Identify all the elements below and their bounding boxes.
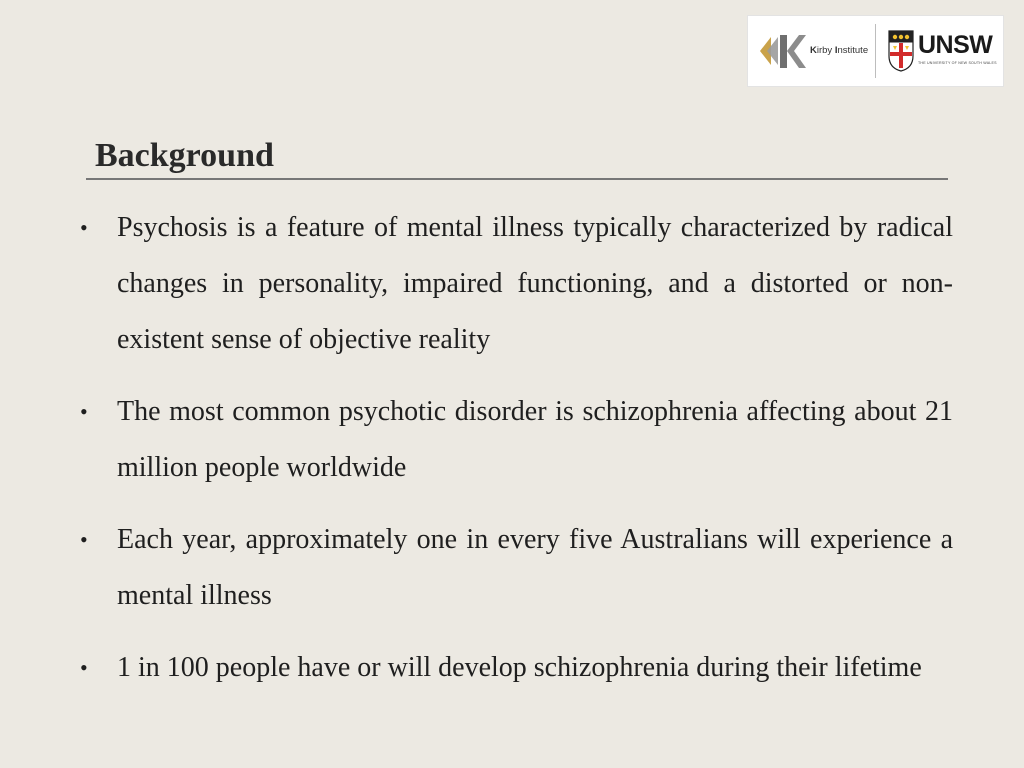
bullet-point-icon: • [80, 215, 88, 240]
bullet-point-icon: • [80, 399, 88, 424]
bullet-point-icon: • [80, 527, 88, 552]
slide-title: Background [95, 137, 274, 174]
bullet-list [80, 200, 953, 712]
unsw-crest-icon [888, 30, 914, 72]
title-underline [86, 178, 948, 180]
bullet-text: Each year, approximately one in every five Australians will experience a mental illness [117, 524, 953, 611]
bullet-item [80, 512, 953, 624]
bullet-text: The most common psychotic disorder is schizophrenia affecting about 21 million people worldwide [117, 396, 953, 483]
bullet-item [80, 200, 953, 368]
kirby-institute-logo-icon [756, 29, 806, 74]
bullet-item [80, 640, 953, 696]
logo-banner [748, 16, 1003, 86]
unsw-wordmark: UNSW [918, 31, 993, 59]
bullet-text: Psychosis is a feature of mental illness typically characterized by radical changes in personality, impaired functioning, and a distorted or non-existent sense of objective reality [117, 212, 953, 355]
kirby-institute-name: Kirby Institute [810, 45, 869, 56]
logo-divider [875, 24, 876, 78]
unsw-subtitle: THE UNIVERSITY OF NEW SOUTH WALES [918, 61, 997, 65]
bullet-text: 1 in 100 people have or will develop schizophrenia during their lifetime [117, 652, 922, 683]
bullet-item [80, 384, 953, 496]
bullet-point-icon: • [80, 655, 88, 680]
